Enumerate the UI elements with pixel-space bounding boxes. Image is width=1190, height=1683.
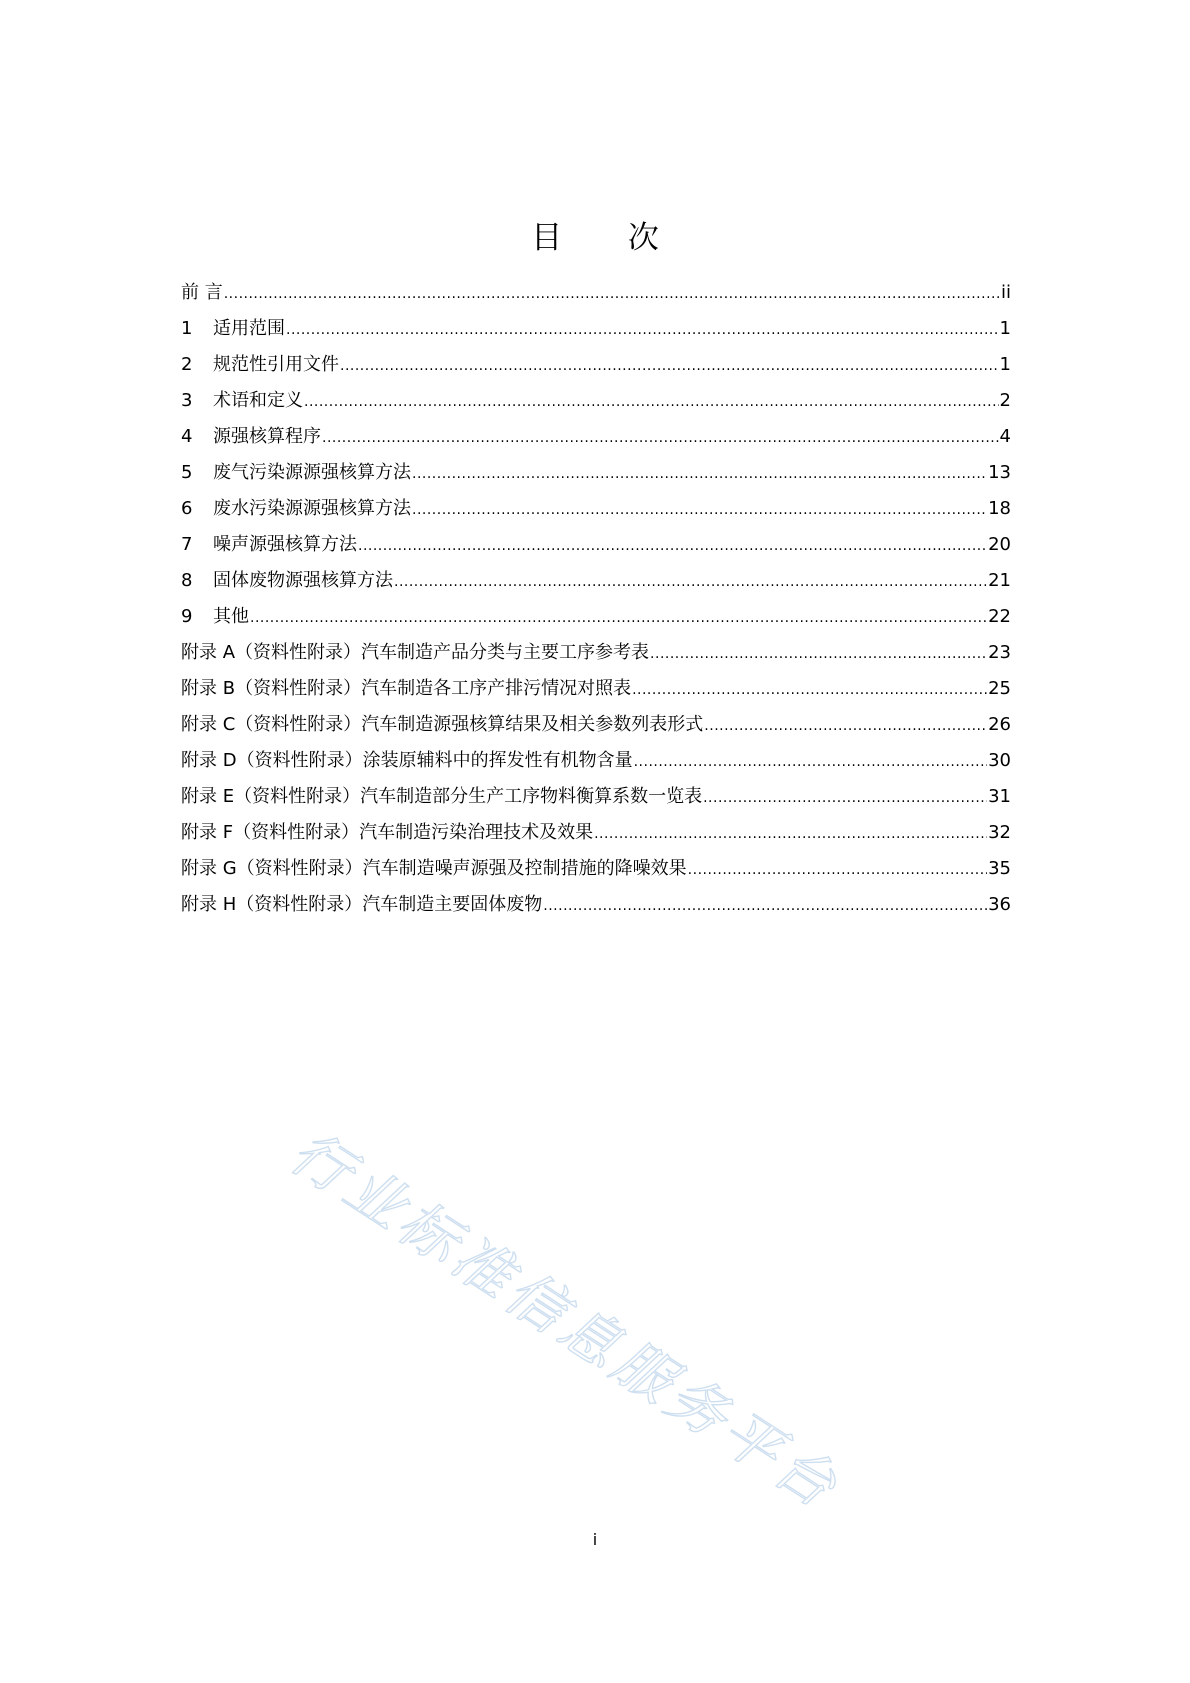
toc-entry-label: 噪声源强核算方法 (213, 534, 357, 555)
toc-dot-leader (340, 351, 999, 381)
toc-entry-page: 30 (988, 750, 1011, 771)
toc-dot-leader (412, 459, 987, 489)
toc-entry[interactable] (181, 314, 1011, 350)
toc-entry-label: 其他 (213, 606, 249, 627)
toc-entry-number: 6 (181, 498, 193, 519)
toc-entry-page: 36 (988, 894, 1011, 915)
toc-entry-page: 13 (988, 462, 1011, 483)
toc-entry[interactable] (181, 782, 1011, 818)
toc-entry-page: 23 (988, 642, 1011, 663)
toc-dot-leader (322, 423, 999, 453)
toc-entry[interactable] (181, 638, 1011, 674)
toc-entry-page: 20 (988, 534, 1011, 555)
toc-dot-leader (632, 675, 987, 705)
toc-entry-page: 22 (988, 606, 1011, 627)
toc-entry-label: 附录 G（资料性附录）汽车制造噪声源强及控制措施的降噪效果 (181, 858, 687, 879)
toc-entry[interactable] (181, 710, 1011, 746)
toc-entry[interactable] (181, 566, 1011, 602)
toc-dot-leader (634, 747, 988, 777)
toc-entry[interactable] (181, 386, 1011, 422)
toc-entry[interactable] (181, 350, 1011, 386)
toc-entry[interactable] (181, 890, 1011, 926)
toc-entry-page: 26 (988, 714, 1011, 735)
toc-dot-leader (650, 639, 987, 669)
toc-entry-label: 附录 A（资料性附录）汽车制造产品分类与主要工序参考表 (181, 642, 650, 663)
toc-dot-leader (358, 531, 987, 561)
toc-entry-label: 固体废物源强核算方法 (213, 570, 393, 591)
toc-dot-leader (286, 315, 999, 345)
toc-entry[interactable] (181, 494, 1011, 530)
toc-entry-number: 4 (181, 426, 193, 447)
toc-dot-leader (304, 387, 999, 417)
toc-dot-leader (394, 567, 987, 597)
toc-entry[interactable] (181, 530, 1011, 566)
toc-entry-label: 适用范围 (213, 318, 285, 339)
toc-entry-number: 2 (181, 354, 193, 375)
toc-dot-leader (543, 891, 987, 921)
toc-entry-label: 废气污染源源强核算方法 (213, 462, 411, 483)
toc-entry-page: 21 (988, 570, 1011, 591)
page-number: i (592, 1530, 598, 1549)
toc-entry-page: 18 (988, 498, 1011, 519)
toc-entry-label: 废水污染源源强核算方法 (213, 498, 411, 519)
toc-dot-leader (412, 495, 987, 525)
toc-entry-label: 附录 D（资料性附录）涂装原辅料中的挥发性有机物含量 (181, 750, 633, 771)
toc-entry-page: 32 (988, 822, 1011, 843)
toc-entry-label: 术语和定义 (213, 390, 303, 411)
toc-dot-leader (704, 711, 987, 741)
toc-entry-page: 1 (999, 318, 1011, 339)
toc-entry[interactable] (181, 422, 1011, 458)
toc-entry-page: 2 (999, 390, 1011, 411)
toc-entry-number: 1 (181, 318, 193, 339)
toc-entry-number: 8 (181, 570, 193, 591)
toc-title: 目 次 (531, 220, 687, 256)
toc-entry[interactable] (181, 818, 1011, 854)
toc-entry-label: 附录 H（资料性附录）汽车制造主要固体废物 (181, 894, 543, 915)
toc-entry[interactable] (181, 746, 1011, 782)
toc-entry-label: 源强核算程序 (213, 426, 321, 447)
toc-entry-number: 9 (181, 606, 193, 627)
toc-entry[interactable] (181, 602, 1011, 638)
toc-entry-number: 3 (181, 390, 193, 411)
toc-entry-label: 前 言 (181, 282, 223, 303)
toc-entry-page: 35 (988, 858, 1011, 879)
toc-entry-label: 规范性引用文件 (213, 354, 339, 375)
toc-dot-leader (688, 855, 987, 885)
toc-list (181, 278, 1011, 926)
toc-entry-page: 1 (999, 354, 1011, 375)
toc-dot-leader (594, 819, 987, 849)
toc-entry[interactable] (181, 854, 1011, 890)
toc-dot-leader (250, 603, 987, 633)
watermark: 行业标准信息服务平台 (278, 1117, 853, 1524)
toc-entry-label: 附录 F（资料性附录）汽车制造污染治理技术及效果 (181, 822, 594, 843)
toc-entry[interactable] (181, 278, 1011, 314)
toc-entry-number: 7 (181, 534, 193, 555)
toc-entry-number: 5 (181, 462, 193, 483)
toc-entry[interactable] (181, 458, 1011, 494)
toc-entry-label: 附录 B（资料性附录）汽车制造各工序产排污情况对照表 (181, 678, 632, 699)
toc-entry-label: 附录 E（资料性附录）汽车制造部分生产工序物料衡算系数一览表 (181, 786, 703, 807)
toc-dot-leader (224, 279, 1000, 309)
toc-entry-page: 4 (999, 426, 1011, 447)
toc-dot-leader (703, 783, 987, 813)
toc-entry-label: 附录 C（资料性附录）汽车制造源强核算结果及相关参数列表形式 (181, 714, 704, 735)
toc-entry[interactable] (181, 674, 1011, 710)
toc-entry-page: ii (1000, 282, 1011, 303)
toc-entry-page: 25 (988, 678, 1011, 699)
toc-entry-page: 31 (988, 786, 1011, 807)
